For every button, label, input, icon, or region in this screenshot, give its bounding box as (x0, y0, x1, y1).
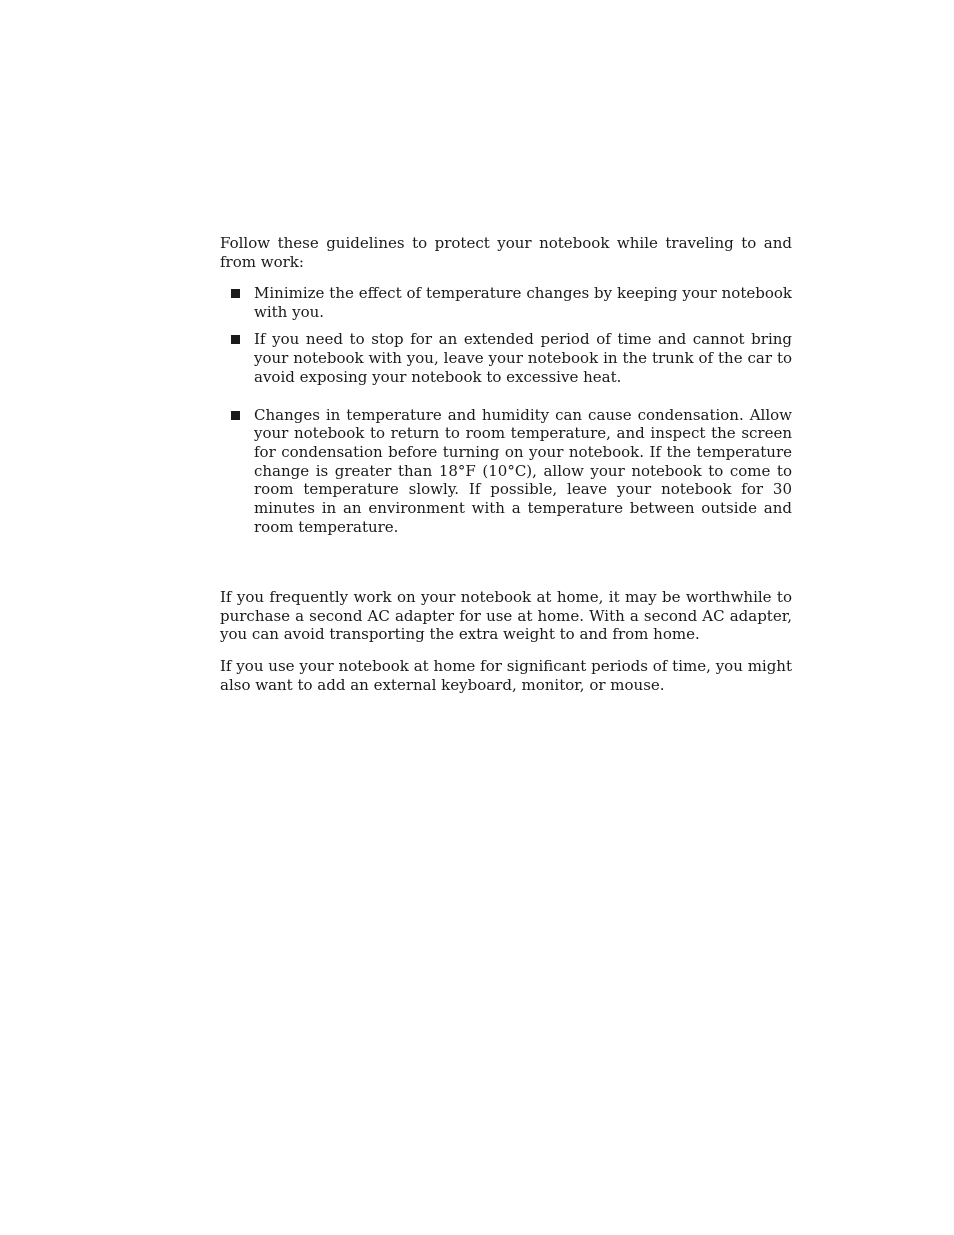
home-paragraph-peripherals: If you use your notebook at home for significant periods of time, you might also want to add an external keyboard, monitor, or mouse. (220, 657, 792, 694)
list-item-text: Changes in temperature and humidity can cause condensation. Allow your notebook to return to room temperature, and inspect the screen for condensation before turning on your notebook. If the temperature change is greater than 18°F (10°C), allow your notebook to come to room temperature slowly. If possible, leave your notebook for 30 minutes in an environment with a temperature between outside and room temperature. (254, 405, 792, 536)
home-paragraph-adapter: If you frequently work on your notebook at home, it may be worthwhile to purchase a second AC adapter for use at home. With a second AC adapter, you can avoid transporting the extra weight to and from home. (220, 588, 792, 644)
list-item-text: Minimize the effect of temperature changes by keeping your notebook with you. (254, 284, 792, 321)
square-bullet-icon (231, 335, 240, 344)
square-bullet-icon (231, 411, 240, 420)
list-item (220, 406, 792, 537)
square-bullet-icon (231, 289, 240, 298)
list-item (220, 330, 792, 386)
travel-guidelines-list (220, 284, 792, 536)
list-item-text: If you need to stop for an extended period of time and cannot bring your notebook with you, leave your notebook in the trunk of the car to avoid exposing your notebook to excessive heat. (254, 330, 792, 386)
travel-intro-paragraph: Follow these guidelines to protect your notebook while traveling to and from work: (220, 234, 792, 271)
list-item (220, 284, 792, 321)
